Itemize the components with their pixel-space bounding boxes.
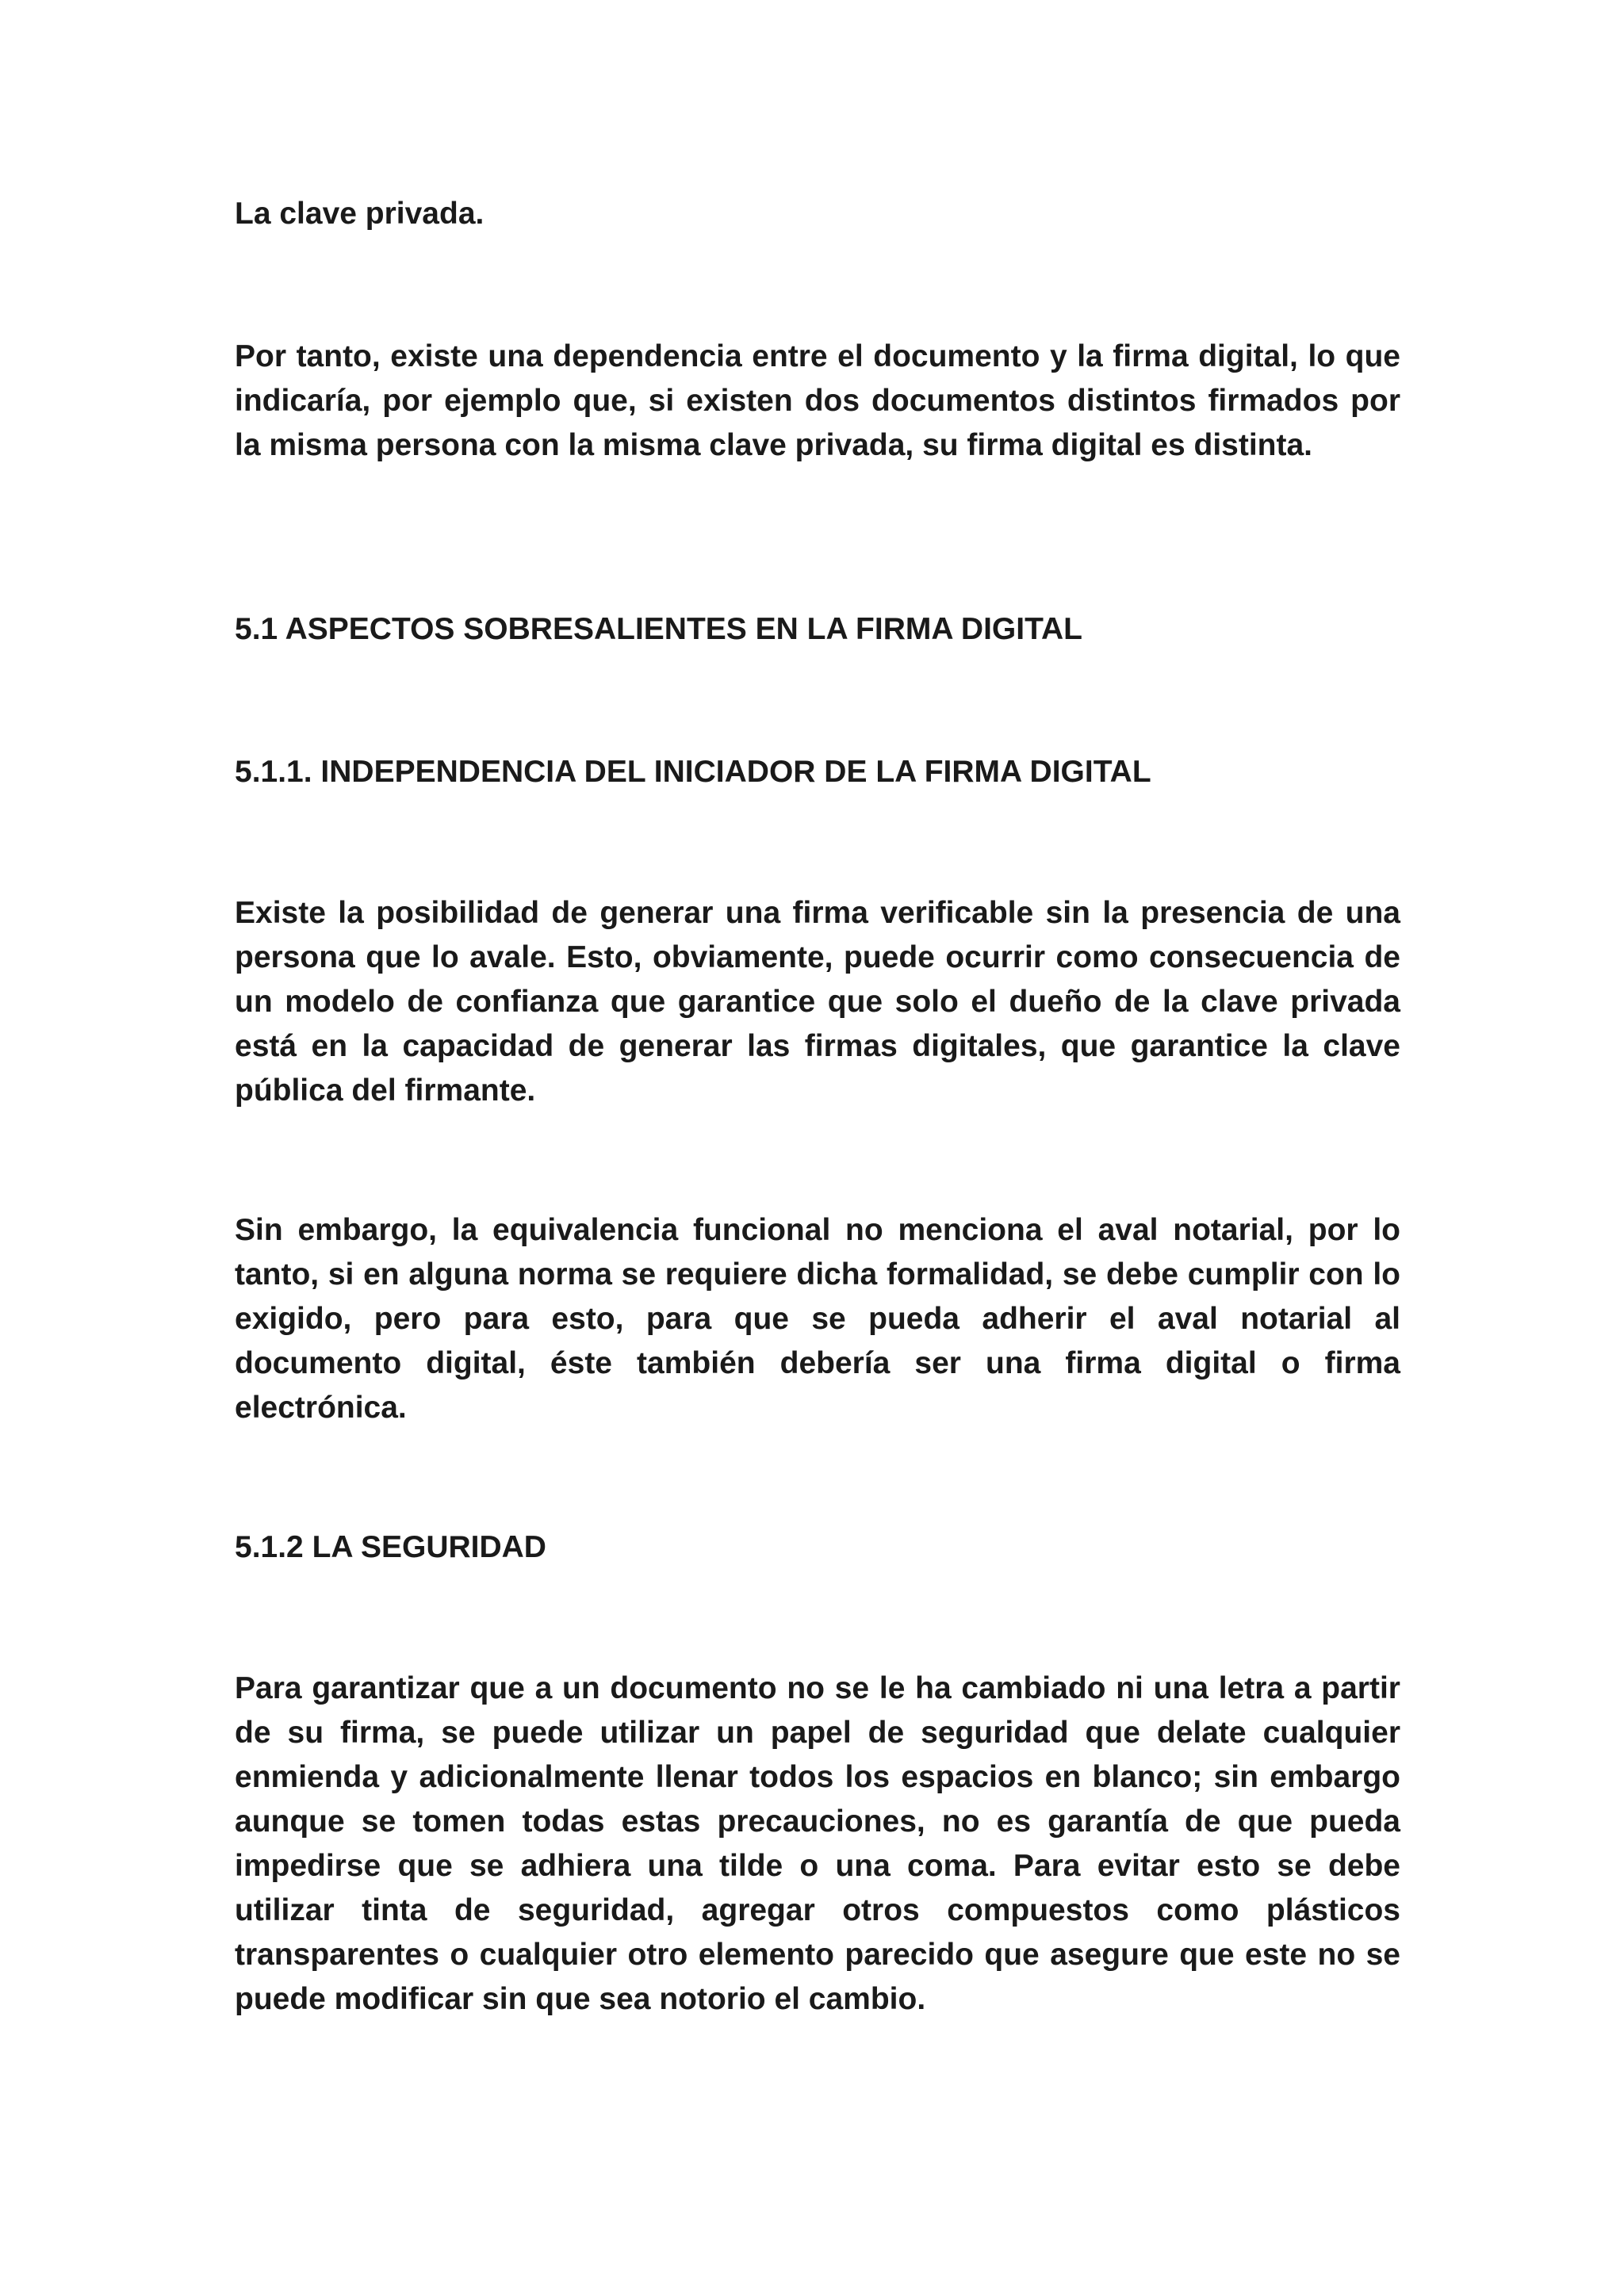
intro-line: La clave privada.: [235, 197, 485, 231]
paragraph-dependencia: Por tanto, existe una dependencia entre el documento y la firma digital, lo que indicaría, por ejemplo que, si existen dos documentos distintos firmados por la misma persona con la misma clave privada, su firma digital es distinta.: [235, 339, 1400, 462]
paragraph-posibilidad: Existe la posibilidad de generar una firma verificable sin la presencia de una persona que lo avale. Esto, obviamente, puede ocurrir como consecuencia de un modelo de confianza que garantice que solo el dueño de la clave privada está en la capacidad de generar las firmas digitales, que garantice la clave pública del firmante.: [235, 896, 1400, 1108]
paragraph-seguridad: Para garantizar que a un documento no se le ha cambiado ni una letra a partir de su firma, se puede utilizar un papel de seguridad que delate cualquier enmienda y adicionalmente llenar todos los espacios en blanco; sin embargo aunque se tomen todas estas precauciones, no es garantía de que pueda impedirse que se adhiera una tilde o una coma. Para evitar esto se debe utilizar tinta de seguridad, agregar otros compuestos como plásticos transparentes o cualquier otro elemento parecido que asegure que este no se puede modificar sin que sea notorio el cambio.: [235, 1671, 1400, 2016]
section-heading-5-1: 5.1 ASPECTOS SOBRESALIENTES EN LA FIRMA DIGITAL: [235, 612, 1082, 646]
paragraph-sin-embargo: Sin embargo, la equivalencia funcional no menciona el aval notarial, por lo tanto, si en alguna norma se requiere dicha formalidad, se debe cumplir con lo exigido, pero para esto, para que se pueda adherir el aval notarial al documento digital, éste también debería ser una firma digital o firma electrónica.: [235, 1213, 1400, 1425]
section-heading-5-1-1: 5.1.1. INDEPENDENCIA DEL INICIADOR DE LA FIRMA DIGITAL: [235, 755, 1151, 789]
section-heading-5-1-2: 5.1.2 LA SEGURIDAD: [235, 1530, 546, 1564]
